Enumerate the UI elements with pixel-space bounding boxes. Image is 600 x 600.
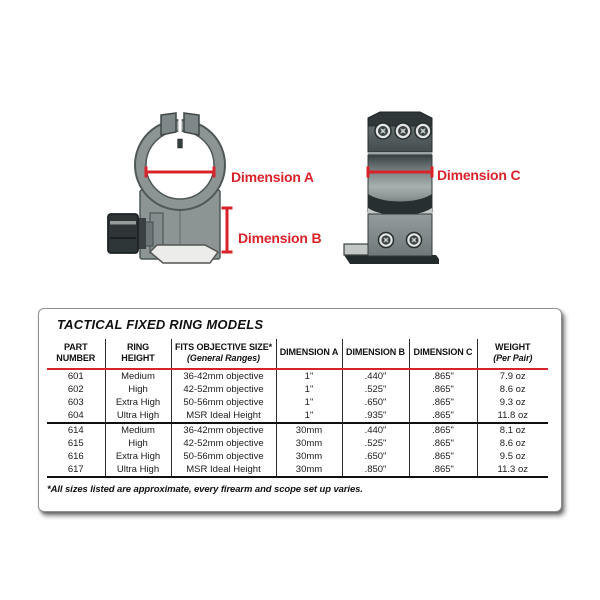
table-row (47, 450, 548, 463)
cell-dimension-b: .525" (342, 437, 409, 450)
table-row (47, 369, 548, 383)
table-footnote: *All sizes listed are approximate, every firearm and scope set up varies. (47, 483, 363, 495)
cell-dimension-c: .865" (409, 369, 477, 383)
cell-ring-height: High (105, 383, 171, 396)
cell-part-number: 614 (47, 423, 105, 437)
spec-table-panel (38, 308, 562, 512)
cell-dimension-b: .850" (342, 463, 409, 477)
table-row (47, 396, 548, 409)
cell-dimension-c: .865" (409, 396, 477, 409)
cell-dimension-a: 30mm (276, 423, 342, 437)
table-row (47, 409, 548, 423)
table-title: TACTICAL FIXED RING MODELS (57, 317, 264, 332)
cell-objective-size: MSR Ideal Height (171, 463, 276, 477)
cell-objective-size: MSR Ideal Height (171, 409, 276, 423)
cell-dimension-c: .865" (409, 463, 477, 477)
cell-weight: 7.9 oz (477, 369, 548, 383)
dimension-a-label: Dimension A (231, 169, 314, 185)
cell-weight: 8.1 oz (477, 423, 548, 437)
cell-weight: 9.3 oz (477, 396, 548, 409)
table-row (47, 423, 548, 437)
dimension-b-label: Dimension B (238, 230, 322, 246)
cell-objective-size: 50-56mm objective (171, 396, 276, 409)
ring-side-view-diagram (338, 110, 448, 270)
column-header-ring-height: RING HEIGHT (105, 339, 171, 369)
cell-dimension-b: .935" (342, 409, 409, 423)
cell-dimension-b: .440" (342, 369, 409, 383)
ring-front-view-diagram (95, 95, 245, 285)
cell-dimension-b: .525" (342, 383, 409, 396)
cell-ring-height: Ultra High (105, 409, 171, 423)
pinch-screw (178, 139, 183, 148)
column-header-dimension-b: DIMENSION B (342, 339, 409, 369)
column-header-dimension-a: DIMENSION A (276, 339, 342, 369)
cell-part-number: 604 (67, 409, 84, 421)
cell-dimension-a: 1" (276, 396, 342, 409)
cell-part-number: 616 (67, 450, 84, 462)
cell-objective-size: 36-42mm objective (171, 369, 276, 383)
cell-dimension-b: .650" (342, 396, 409, 409)
clamp-tab-left (161, 113, 176, 135)
cell-dimension-b: .650" (342, 450, 409, 463)
column-header-fits-objective-size: FITS OBJECTIVE SIZE* (General Ranges) (171, 339, 276, 369)
cell-dimension-a: 1" (276, 383, 342, 396)
column-header-weight: WEIGHT (Per Pair) (477, 339, 548, 369)
column-header-part-number: PART NUMBER (47, 339, 105, 369)
cell-ring-height: Ultra High (105, 463, 171, 477)
cell-part-number: 602 (67, 383, 84, 395)
cap-screws (375, 123, 431, 139)
cell-dimension-a: 30mm (276, 450, 342, 463)
table-row (47, 383, 548, 396)
clamp-tab-right (184, 113, 199, 135)
cell-weight: 11.3 oz (477, 463, 548, 477)
table-row (47, 463, 548, 477)
cell-dimension-a: 1" (276, 369, 342, 383)
base-lug (150, 245, 218, 263)
cell-dimension-c: .865" (409, 409, 477, 423)
cell-objective-size: 42-52mm objective (171, 437, 276, 450)
cell-dimension-c: .865" (409, 383, 477, 396)
cell-dimension-c: .865" (409, 437, 477, 450)
cell-objective-size: 50-56mm objective (171, 450, 276, 463)
cell-objective-size: 36-42mm objective (171, 423, 276, 437)
mount-foot (344, 244, 370, 255)
cell-weight: 9.5 oz (477, 450, 548, 463)
cell-ring-height: High (105, 437, 171, 450)
cell-dimension-b: .440" (342, 423, 409, 437)
cell-dimension-c: .865" (409, 423, 477, 437)
cell-weight: 8.6 oz (477, 437, 548, 450)
cell-ring-height: Medium (105, 369, 171, 383)
dimension-c-label: Dimension C (437, 167, 521, 183)
crossbolt-knob (108, 214, 138, 253)
cell-part-number: 603 (67, 396, 84, 408)
header-row (47, 339, 548, 369)
cell-dimension-c: .865" (409, 450, 477, 463)
table-row (47, 437, 548, 450)
clamp-base (368, 214, 432, 256)
cell-ring-height: Extra High (105, 396, 171, 409)
cell-part-number: 601 (67, 370, 84, 382)
cell-dimension-a: 30mm (276, 437, 342, 450)
cell-ring-height: Medium (105, 423, 171, 437)
column-header-dimension-c: DIMENSION C (409, 339, 477, 369)
dimension-b-bracket (222, 208, 233, 252)
spec-table (47, 339, 548, 478)
cell-dimension-a: 1" (276, 409, 342, 423)
cell-dimension-a: 30mm (276, 463, 342, 477)
cell-part-number: 617 (47, 463, 105, 477)
cell-weight: 11.8 oz (477, 409, 548, 423)
cell-part-number: 615 (67, 437, 84, 449)
cell-weight: 8.6 oz (477, 383, 548, 396)
cell-objective-size: 42-52mm objective (171, 383, 276, 396)
cell-ring-height: Extra High (105, 450, 171, 463)
